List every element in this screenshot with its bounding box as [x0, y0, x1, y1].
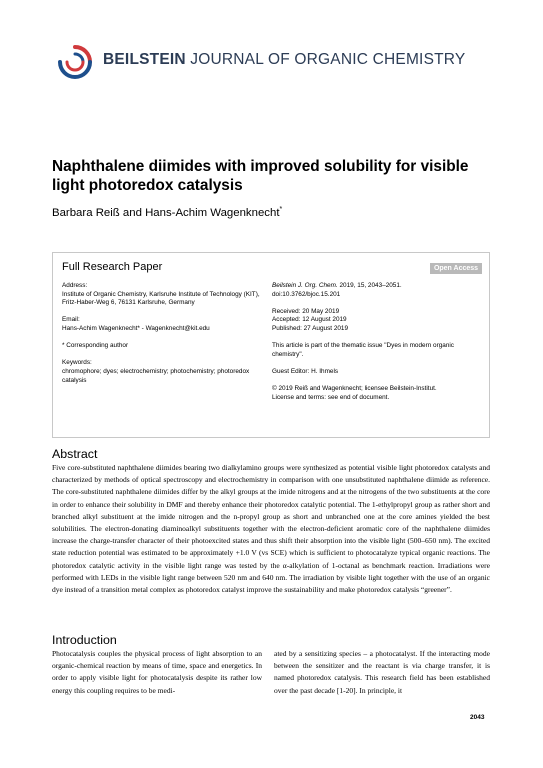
published-date: Published: 27 August 2019	[272, 324, 349, 332]
address-label: Address:	[62, 282, 88, 289]
introduction-heading: Introduction	[52, 633, 117, 647]
doi-link[interactable]: doi:10.3762/bjoc.15.201	[272, 290, 341, 298]
article-title: Naphthalene diimides with improved solubility for visible light photoredox catalysis	[52, 158, 469, 194]
citation: Beilstein J. Org. Chem. 2019, 15, 2043–2051.	[272, 282, 402, 289]
received-date: Received: 20 May 2019	[272, 307, 340, 315]
paper-type: Full Research Paper	[62, 261, 163, 273]
beilstein-logo-icon	[57, 44, 93, 80]
thematic-issue: This article is part of the thematic issue "Dyes in modern organic chemistry".	[272, 342, 454, 358]
info-right-column	[272, 282, 487, 402]
keywords: chromophore; dyes; electrochemistry; photochemistry; photoredox catalysis	[62, 367, 250, 384]
introduction-right-column: ated by a sensitizing species – a photocatalyst. If the interacting mode between the sensitizer and the reactant is via charge transfer, it is named photoredox catalysis. This research field has been established over the past decade [1-20]. In principle, it	[274, 649, 490, 695]
journal-name: BEILSTEIN JOURNAL OF ORGANIC CHEMISTRY	[103, 51, 466, 68]
accepted-date: Accepted: 12 August 2019	[272, 316, 347, 324]
guest-editor: Guest Editor: H. Ihmels	[272, 367, 339, 375]
open-access-badge: Open Access	[430, 263, 482, 274]
abstract-text: Five core-substituted naphthalene diimides bearing two dialkylamino groups were synthesized as potential visible light photoredox catalysts and characterized by methods of optical spectroscopy and electrochemistry in comparison with one unsubstituted naphthalene diimide as reference. The core-substituted naphthalene diimides differ by the alkyl groups at the imide nitrogens and at the nitrogens of the two substituents at the core in order to enhance their solubility in DMF and thereby enhance their photoredox catalytic potential. The 1-ethylpropyl group as rather short and branched alkyl substituent at the imide nitrogen and the n-propyl group as short and unbranched one at the core amines yielded the best solubilities. The electron-donating diaminoalkyl substituents together with the electron-deficient aromatic core of the naphthalene diimides increase the charge-transfer character of their photoexcited states and thus shift their absorption into the visible light (500–650 nm). The excited state reduction potential was estimated to be approximately +1.0 V (vs SCE) which is sufficient to photocatalyze typical organic reactions. The photoredox catalytic activity in the visible light range was tested by the α-alkylation of 1-octanal as benchmark reaction. Irradiations were performed with LEDs in the visible light range between 520 nm and 640 nm. The irradiation by visible light together with the use of an organic dye instead of a transition metal complex as photoredox catalyst improve the sustainability and make photoredox catalysis “greener”.	[52, 463, 490, 595]
email-label: Email:	[62, 316, 80, 324]
keywords-label: Keywords:	[62, 359, 92, 367]
info-left-column	[62, 282, 262, 385]
abstract-heading: Abstract	[52, 447, 98, 461]
copyright: © 2019 Reiß and Wagenknecht; licensee Beilstein-Institut.	[272, 385, 437, 393]
address: Institute of Organic Chemistry, Karlsruhe Institute of Technology (KIT), Fritz-Haber-Weg 6, 76131 Karlsruhe, Germany	[62, 290, 260, 307]
page-number: 2043	[470, 714, 485, 721]
email-link[interactable]: Hans-Achim Wagenknecht* - Wagenknecht@kit.edu	[62, 324, 210, 332]
license-link[interactable]: License and terms: see end of document.	[272, 393, 390, 401]
introduction-left-column: Photocatalysis couples the physical process of light absorption to an organic-chemical reaction by means of time, space and energetics. In order to apply visible light for photocatalysis despite its rather low energy this coupling requires to be medi-	[52, 649, 262, 695]
corresponding-note: * Corresponding author	[62, 342, 129, 350]
authors: Barbara Reiß and Hans-Achim Wagenknecht*	[52, 206, 283, 219]
